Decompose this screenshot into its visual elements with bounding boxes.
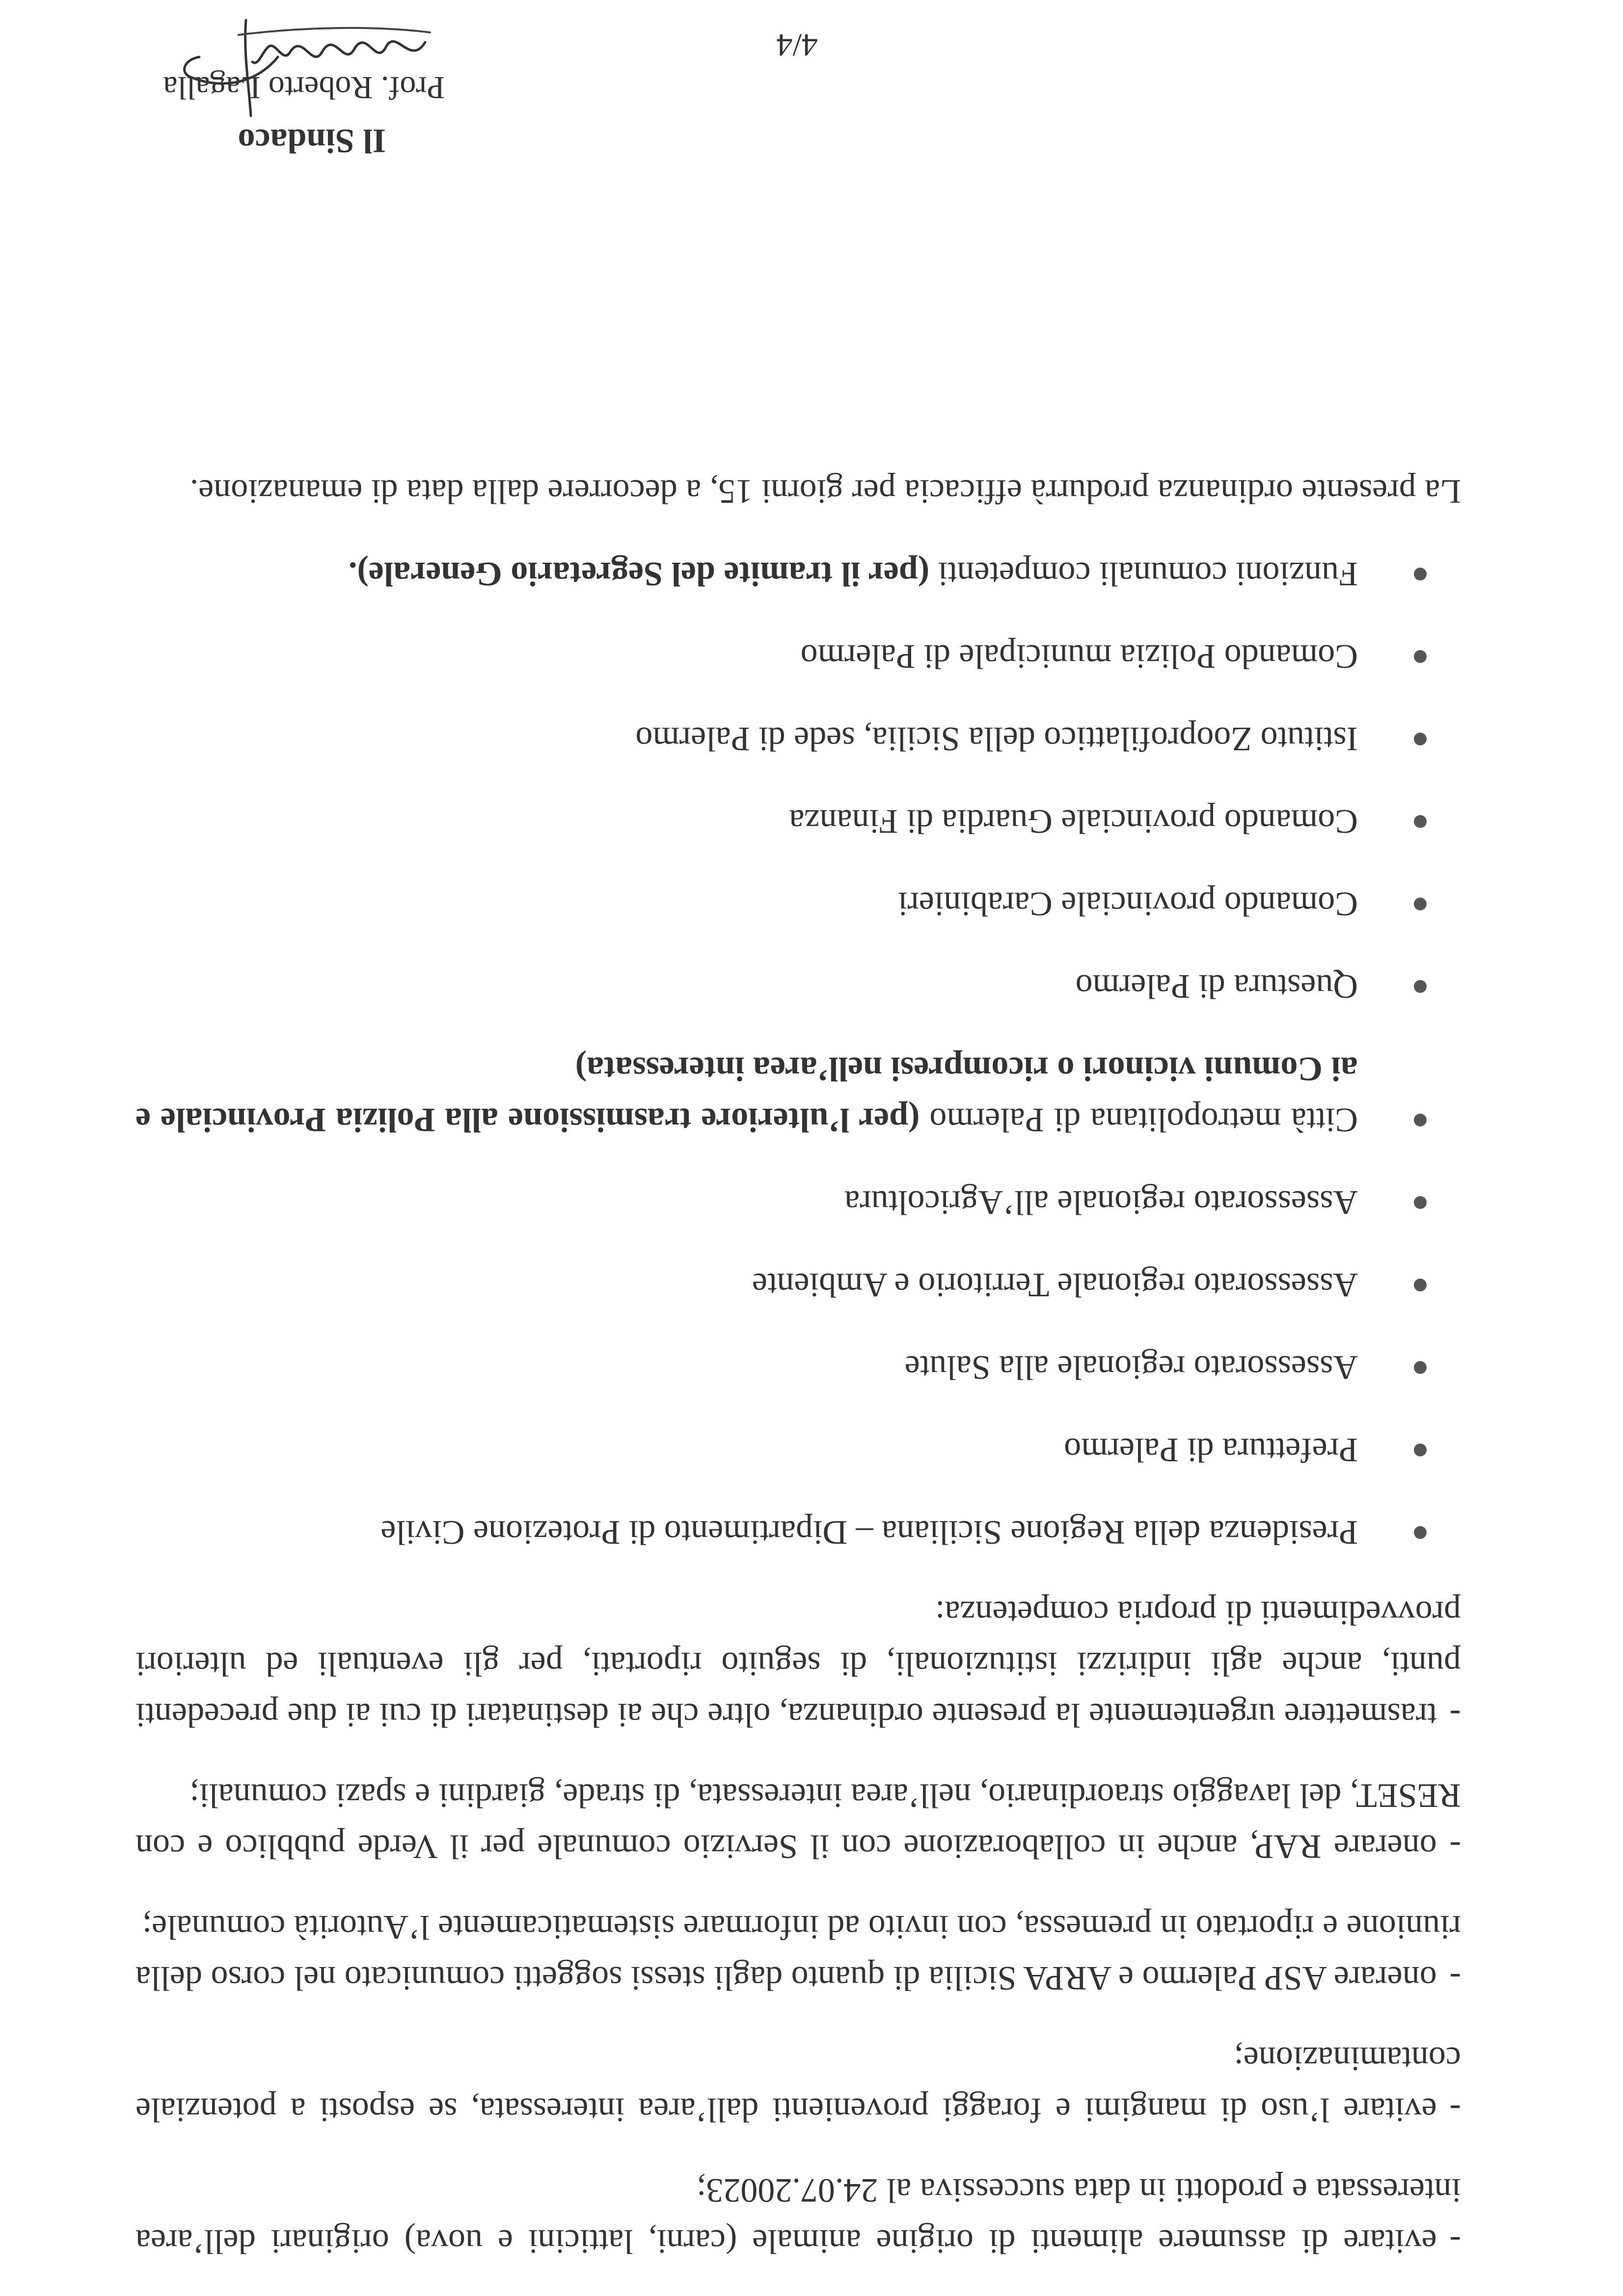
paragraph-animal-food	[135, 2164, 1461, 2267]
recipient-text: Città metropolitana di Palermo	[920, 1101, 1358, 1139]
bullet-icon	[1414, 650, 1427, 663]
recipient-text: Comando Polizia municipale di Palermo	[800, 637, 1358, 675]
ordinance-body	[135, 465, 1461, 2267]
bullet-icon	[1414, 1279, 1427, 1291]
recipient-text: Assessorato regionale alla Salute	[904, 1348, 1358, 1386]
list-item	[135, 960, 1461, 1011]
signatory-title: Il Sindaco	[238, 122, 386, 160]
recipient-text: Istituto Zooprofilattico della Sicilia, sede di Palermo	[635, 720, 1358, 758]
recipient-note: (per il tramite del Segretario Generale).	[349, 555, 930, 593]
page-number: 4/4	[776, 27, 818, 63]
recipient-text: Assessorato regionale all’Agricoltura	[844, 1183, 1358, 1221]
recipient-text: Questura di Palermo	[1075, 967, 1358, 1005]
dash-marker: -	[1449, 1959, 1461, 1997]
handwritten-signature-icon	[170, 13, 445, 126]
dash-marker: -	[1449, 1828, 1461, 1865]
bullet-icon	[1414, 898, 1427, 910]
paragraph-text: onerare ASP Palermo e ARPA Sicilia di quanto dagli stessi soggetti comunicato nel corso della riunione e riportato in premessa, con invito ad informare sistematicamente l’Autorità comunale;	[135, 1908, 1461, 1997]
recipient-text: Presidenza della Regione Siciliana – Dipartimento di Protezione Civile	[380, 1513, 1358, 1551]
list-item	[135, 795, 1461, 847]
paragraph-asp-arpa	[135, 1901, 1461, 2003]
list-item	[135, 713, 1461, 764]
list-item	[135, 878, 1461, 929]
paragraph-text: onerare RAP, anche in collaborazione con il Servizio comunale per il Verde pubblico e con RESET, del lavaggio straordinario, nell’area interessata, di strade, giardini e spazi comunali;	[135, 1777, 1461, 1865]
recipient-text: Funzioni comunali competenti	[929, 555, 1358, 593]
paragraph-text: evitare l’uso di mangimi e foraggi provenienti dall’area interessata, se esposti a potenziale contaminazione;	[135, 2040, 1461, 2129]
list-item	[135, 548, 1461, 599]
recipient-text: Assessorato regionale Territorio e Ambiente	[752, 1266, 1358, 1304]
list-item	[135, 1259, 1461, 1310]
signatory-name: Prof. Roberto Lagalla	[163, 70, 445, 106]
list-item	[135, 1424, 1461, 1475]
bullet-icon	[1414, 1444, 1427, 1456]
bullet-icon	[1414, 1526, 1427, 1539]
list-item	[135, 1176, 1461, 1228]
bullet-icon	[1414, 1114, 1427, 1126]
list-item	[135, 630, 1461, 682]
list-item	[135, 1506, 1461, 1558]
recipient-text: Prefettura di Palermo	[1064, 1431, 1358, 1469]
closing-statement: La presente ordinanza produrrà efficacia per giorni 15, a decorrere dalla data di emanazione.	[189, 472, 1461, 510]
recipient-text: Comando provinciale Guardia di Finanza	[789, 802, 1358, 840]
bullet-icon	[1414, 1361, 1427, 1374]
paragraph-transmit	[135, 1587, 1461, 1740]
bullet-icon	[1414, 980, 1427, 993]
bullet-icon	[1414, 1196, 1427, 1209]
recipient-note: (per l’ulteriore trasmissione alla Polizia Provinciale e ai Comuni vicinori o ricompresi nell’area interessata)	[135, 1050, 1358, 1139]
bullet-icon	[1414, 815, 1427, 828]
recipient-list	[135, 548, 1461, 1558]
bullet-icon	[1414, 733, 1427, 745]
paragraph-text: evitare di assumere alimenti di origine animale (carni, latticini e uova) originari dell’area interessata e prodotti in data successiva al 24.07.20023;	[135, 2171, 1461, 2260]
list-item	[135, 1341, 1461, 1393]
paragraph-text: trasmettere urgentemente la presente ordinanza, oltre che ai destinatari di cui ai due precedenti punti, anche agli indirizzi istituzionali, di seguito riportati, per gli eventuali ed ulteriori provvedimenti di propria competenza:	[135, 1594, 1461, 1734]
dash-marker: -	[1449, 1696, 1461, 1734]
dash-marker: -	[1449, 2091, 1461, 2129]
paragraph-feed	[135, 2033, 1461, 2135]
bullet-icon	[1414, 568, 1427, 580]
recipient-text: Comando provinciale Carabinieri	[898, 885, 1358, 923]
paragraph-rap	[135, 1770, 1461, 1872]
list-item	[135, 1043, 1461, 1145]
dash-marker: -	[1449, 2222, 1461, 2260]
